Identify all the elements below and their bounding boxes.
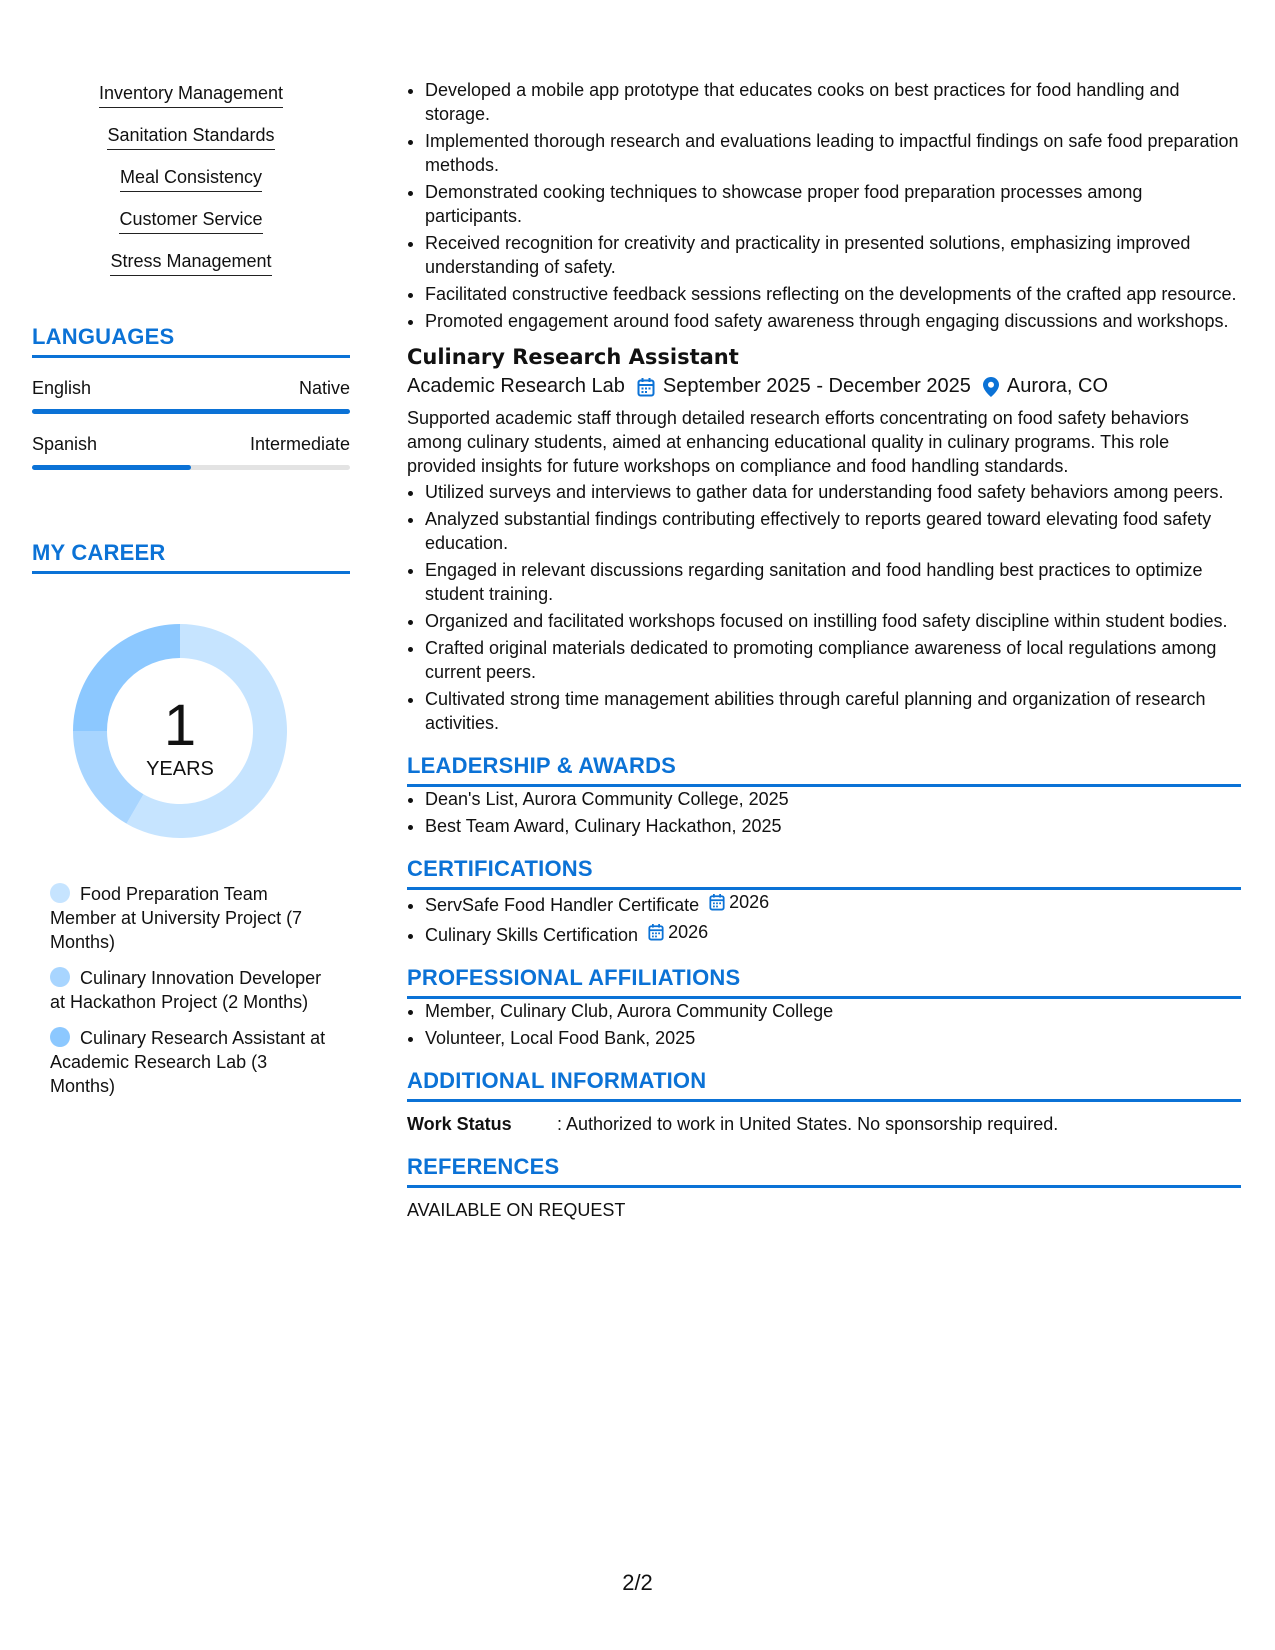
certification-year: 2026 — [668, 922, 709, 942]
career-legend-text: Culinary Innovation Developer at Hackathon Project (2 Months) — [50, 968, 322, 1012]
award-item: • Dean's List, Aurora Community College, 2025 — [425, 787, 1241, 811]
legend-dot — [50, 883, 70, 903]
job-meta — [407, 375, 1241, 398]
affiliations-list — [407, 999, 1241, 1050]
bullet-item: • Organized and facilitated workshops focused on instilling food safety discipline within student bodies. — [425, 609, 1241, 633]
bullet-item: • Utilized surveys and interviews to gather data for understanding food safety behaviors among peers. — [425, 480, 1241, 504]
bullet-item: • Promoted engagement around food safety awareness through engaging discussions and workshops. — [425, 309, 1241, 333]
bullet-item: • Engaged in relevant discussions regarding sanitation and food handling best practices to optimize student training. — [425, 558, 1241, 606]
bullet-item: • Received recognition for creativity and practicality in presented solutions, emphasizing improved understanding of safety. — [425, 231, 1241, 279]
references-heading: REFERENCES — [407, 1154, 1241, 1188]
skill-item: Stress Management — [110, 250, 271, 276]
career-legend-text: Food Preparation Team Member at University Project (7 Months) — [50, 884, 303, 952]
job-dates: September 2025 - December 2025 — [662, 375, 971, 397]
affiliation-item: • Volunteer, Local Food Bank, 2025 — [425, 1026, 1241, 1050]
legend-dot — [50, 967, 70, 987]
bullet-item: • Developed a mobile app prototype that educates cooks on best practices for food handling and storage. — [425, 78, 1241, 126]
leadership-list — [407, 787, 1241, 838]
certifications-list — [407, 890, 1241, 947]
career-legend-item — [50, 966, 328, 1014]
career-total-number: 1 — [163, 693, 197, 758]
page-number: 2/2 — [622, 1570, 653, 1595]
job-company: Academic Research Lab — [407, 375, 625, 397]
certification-name: ServSafe Food Handler Certificate — [425, 895, 700, 915]
affiliation-item: • Member, Culinary Club, Aurora Community College — [425, 999, 1241, 1023]
language-name: English — [32, 378, 92, 398]
career-donut-chart — [65, 616, 295, 846]
career-legend-item — [50, 1026, 328, 1098]
language-level-bar — [32, 465, 350, 470]
bullet-item: • Facilitated constructive feedback sessions reflecting on the developments of the crafted app resource. — [425, 282, 1241, 306]
language-level-fill — [32, 465, 191, 470]
skills-list — [32, 82, 350, 292]
career-total-unit: YEARS — [146, 758, 214, 780]
legend-dot — [50, 1027, 70, 1047]
affiliations-heading: PROFESSIONAL AFFILIATIONS — [407, 965, 1241, 999]
bullet-item: • Analyzed substantial findings contributing effectively to reports geared toward elevating food safety education. — [425, 507, 1241, 555]
bullet-item: • Cultivated strong time management abilities through careful planning and organization of research activities. — [425, 687, 1241, 735]
award-item: • Best Team Award, Culinary Hackathon, 2025 — [425, 814, 1241, 838]
bullet-item: • Implemented thorough research and evaluations leading to impactful findings on safe food preparation methods. — [425, 129, 1241, 177]
work-status-row — [407, 1112, 1241, 1136]
language-level-fill — [32, 409, 350, 414]
languages-heading: LANGUAGES — [32, 324, 350, 358]
bullet-item: • Crafted original materials dedicated to promoting compliance awareness of local regulations among current peers. — [425, 636, 1241, 684]
bullet-item: • Demonstrated cooking techniques to showcase proper food preparation processes among participants. — [425, 180, 1241, 228]
certification-item — [425, 920, 1241, 947]
certification-name: Culinary Skills Certification — [425, 925, 639, 945]
career-legend — [32, 882, 350, 1098]
language-name: Spanish — [32, 434, 98, 454]
language-level-bar — [32, 409, 350, 414]
work-status-label: Work Status — [407, 1114, 512, 1134]
left-column — [32, 82, 350, 1110]
language-level: Native — [298, 378, 350, 398]
location-pin-icon — [983, 377, 999, 397]
calendar-icon — [637, 377, 655, 397]
job-title: Culinary Research Assistant — [407, 345, 739, 369]
job-description: Supported academic staff through detailed research efforts concentrating on food safety behaviors among culinary students, aimed at enhancing educational quality in culinary programs. This role provided insights for future workshops on compliance and food handling standards. — [407, 408, 1189, 476]
skill-item: Sanitation Standards — [107, 124, 274, 150]
certification-year: 2026 — [729, 892, 770, 912]
additional-info-heading: ADDITIONAL INFORMATION — [407, 1068, 1241, 1102]
job-location: Aurora, CO — [1006, 375, 1109, 397]
skill-item: Customer Service — [119, 208, 262, 234]
language-entry — [32, 378, 350, 414]
career-legend-item — [50, 882, 328, 954]
job-bullets — [407, 480, 1241, 735]
work-status-value: : Authorized to work in United States. No sponsorship required. — [557, 1114, 1059, 1134]
language-level: Intermediate — [249, 434, 350, 454]
references-text: AVAILABLE ON REQUEST — [407, 1200, 626, 1220]
skill-item: Inventory Management — [99, 82, 283, 108]
career-legend-text: Culinary Research Assistant at Academic Research Lab (3 Months) — [50, 1028, 326, 1096]
skill-item: Meal Consistency — [120, 166, 262, 192]
career-heading: MY CAREER — [32, 540, 350, 574]
right-column — [407, 78, 1241, 1221]
certifications-heading: CERTIFICATIONS — [407, 856, 1241, 890]
previous-job-bullets — [407, 78, 1241, 333]
leadership-heading: LEADERSHIP & AWARDS — [407, 753, 1241, 787]
certification-item — [425, 890, 1241, 917]
calendar-icon — [709, 893, 725, 911]
calendar-icon — [648, 923, 664, 941]
language-entry — [32, 434, 350, 470]
